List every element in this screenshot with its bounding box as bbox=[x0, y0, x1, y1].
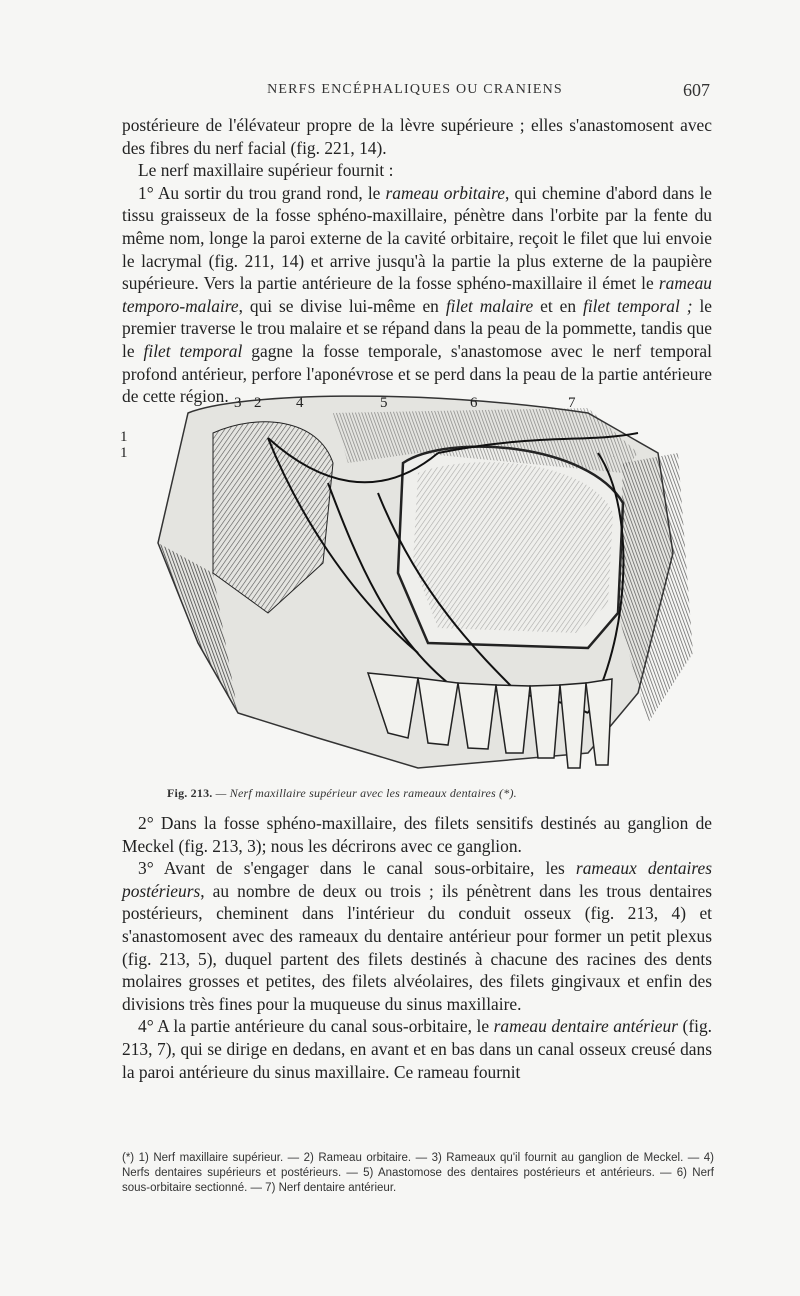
term-filet-temporal-2: filet temporal bbox=[143, 340, 243, 361]
label-3: 3 bbox=[234, 395, 242, 411]
term-filet-temporal: filet temporal ; bbox=[583, 295, 693, 316]
term-rameau-orbitaire: rameau orbitaire bbox=[385, 182, 505, 203]
term-rameau-temporo-malaire: rameau temporo-malaire bbox=[122, 273, 712, 316]
footnote: (*) 1) Nerf maxillaire supérieur. — 2) Rameau orbitaire. — 3) Rameaux qu'il fournit au ganglion de Meckel. — 4) Nerfs dentaires supérieurs et postérieurs. — 5) Anastomose des dentaires postérieurs et antérieurs. — 6) Nerf sous-orbitaire sectionné. — 7) Nerf dentaire antérieur. bbox=[122, 1152, 714, 1194]
p5-text-a: 3° Avant de s'engager dans le canal sous-orbitaire, les bbox=[138, 858, 576, 879]
label-4: 4 bbox=[296, 395, 304, 411]
p6-text-a: 4° A la partie antérieure du canal sous-orbitaire, le bbox=[138, 1016, 494, 1037]
figure-caption-text: — Nerf maxillaire supérieur avec les rameaux dentaires (*). bbox=[212, 786, 517, 800]
label-1b: 1 bbox=[120, 445, 128, 461]
page-header bbox=[120, 82, 710, 106]
page-number: 607 bbox=[683, 80, 710, 100]
label-5: 5 bbox=[380, 395, 388, 411]
label-6: 6 bbox=[470, 395, 478, 411]
label-2: 2 bbox=[254, 395, 262, 411]
paragraph-6 bbox=[122, 1015, 712, 1083]
figure-caption bbox=[167, 786, 727, 801]
anatomical-figure bbox=[118, 393, 710, 783]
running-title: NERFS ENCÉPHALIQUES OU CRANIENS bbox=[267, 82, 563, 97]
term-filet-malaire: filet malaire bbox=[445, 295, 534, 316]
p3-text-a: 1° Au sortir du trou grand rond, le bbox=[138, 182, 386, 203]
paragraph-2: Le nerf maxillaire supérieur fournit : bbox=[138, 160, 394, 181]
figure-number: Fig. 213. bbox=[167, 786, 213, 800]
label-1a: 1 bbox=[120, 429, 128, 445]
p6-text-b: (fig. 213, 7), qui se dirige en dedans, en avant et en bas dans un canal osseux creusé dans la paroi antérieure du sinus maxillaire. Ce rameau fournit bbox=[122, 1016, 712, 1082]
paragraph-3 bbox=[122, 182, 712, 408]
p5-text-b: , au nombre de deux ou trois ; ils pénètrent dans les trous dentaires postérieurs, cheminent dans l'intérieur du conduit osseux (fig. 213, 4) et s'anastomosent avec des rameaux du dentaire antérieur pour former un petit plexus (fig. 213, 5), duquel partent des filets destinés à chacune des racines des dents molaires grosses et petites, des filets alvéolaires, des filets gingivaux et enfin des divisions très fines pour la muqueuse du sinus maxillaire. bbox=[122, 880, 712, 1014]
p3-text-f: gagne la fosse temporale, s'anastomose avec le nerf temporal profond antérieur, perfore l'aponévrose et se perd dans la peau de la partie antérieure de cette région. bbox=[122, 340, 712, 407]
paragraph-4: 2° Dans la fosse sphéno-maxillaire, des filets sensitifs destinés au ganglion de Meckel (fig. 213, 3); nous les décrirons avec ce ganglion. bbox=[122, 813, 712, 856]
p3-text-e: le premier traverse le trou malaire et se répand dans la peau de la pommette, tandis que le bbox=[122, 295, 712, 361]
label-7: 7 bbox=[568, 395, 576, 411]
p3-text-b: , qui chemine d'abord dans le tissu graisseux de la fosse sphéno-maxillaire, pénètre dans l'orbite par la fente du même nom, longe la paroi externe de la cavité orbitaire, reçoit le filet que lui envoie le lacrymal (fig. 211, 14) et arrive jusqu'à la partie la plus externe de la paupière supérieure. Vers la partie antérieure de la fosse sphéno-maxillaire il émet le bbox=[122, 182, 712, 294]
p3-text-c: , qui se divise lui-même en bbox=[238, 295, 446, 316]
text-block-bottom bbox=[122, 812, 712, 1083]
paragraph-1: postérieure de l'élévateur propre de la lèvre supérieure ; elles s'anastomosent avec des fibres du nerf facial (fig. 221, 14). bbox=[122, 115, 712, 158]
text-block-top bbox=[122, 114, 712, 408]
p3-text-d: et en bbox=[533, 295, 584, 316]
maxillary-nerve-illustration bbox=[118, 393, 710, 783]
paragraph-5 bbox=[122, 857, 712, 1015]
term-rameaux-dentaires-posterieurs: rameaux dentaires postérieurs bbox=[122, 858, 712, 901]
term-rameau-dentaire-anterieur: rameau dentaire antérieur bbox=[493, 1016, 678, 1037]
